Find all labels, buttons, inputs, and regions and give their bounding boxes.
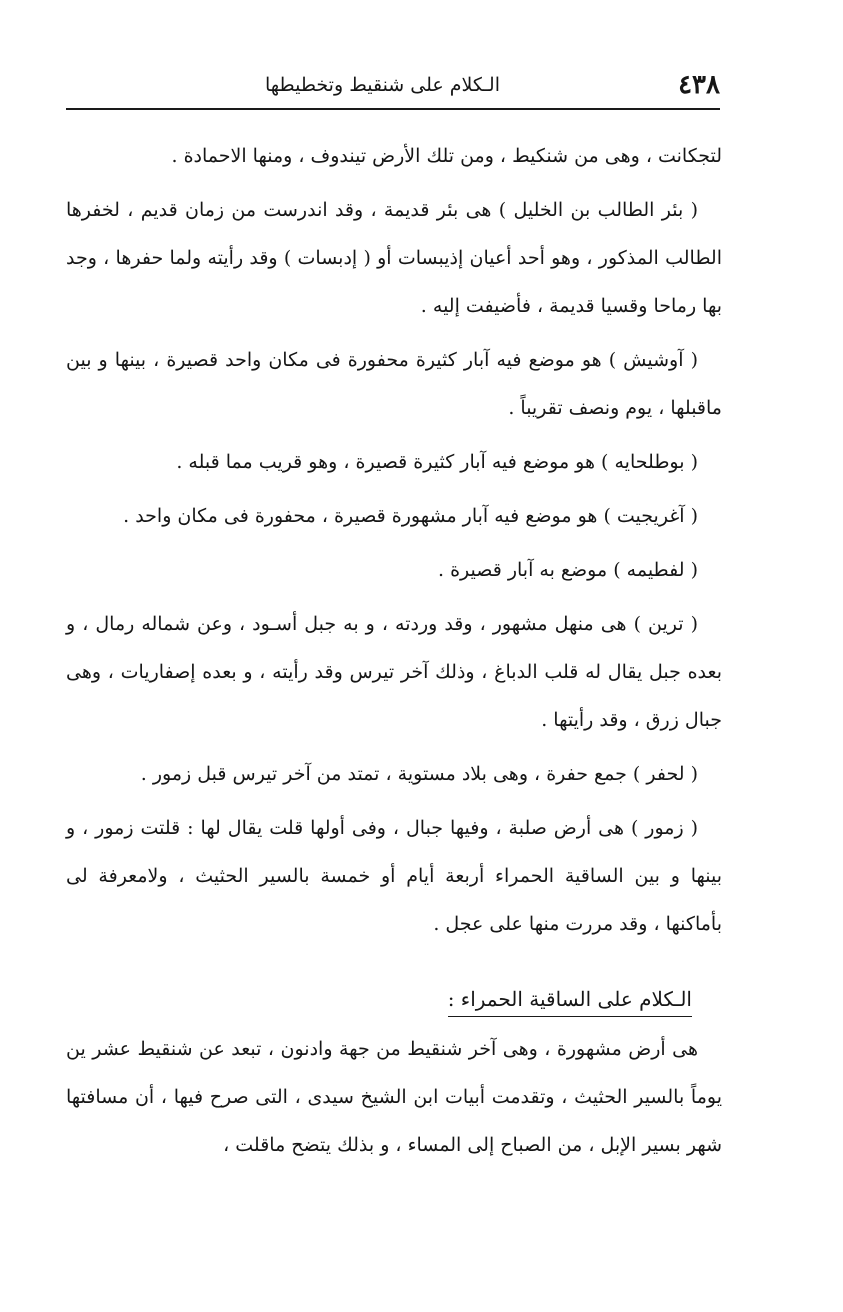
paragraph: ( آغريجيت ) هو موضع فيه آبار مشهورة قصيرة ، محفورة فى مكان واحد . [123, 505, 698, 527]
paragraph: ( آوشيش ) هو موضع فيه آبار كثيرة محفورة فى مكان واحد قصيرة ، بينها و بين ماقبلها ، يوم ونصف تقريباً . [66, 349, 722, 419]
paragraph: ( لفطيمه ) موضع به آبار قصيرة . [437, 559, 698, 581]
section-heading: الـكلام على الساقية الحمراء : [448, 984, 692, 1017]
paragraph: ( لحفر ) جمع حفرة ، وهى بلاد مستوية ، تمتد من آخر تيرس قبل زمور . [140, 763, 698, 785]
section-heading-wrap [66, 954, 722, 1025]
page-number: ٤٣٨ [678, 70, 720, 100]
paragraph: ( زمور ) هى أرض صلبة ، وفيها جبال ، وفى أولها قلت يقال لها : قلتت زمور ، و بينها و بين الساقية الحمراء أربعة أيام أو خمسة بالسير الحثيث ، ولامعرفة لى بأماكنها ، وقد مررت منها على عجل . [66, 817, 722, 935]
paragraph: لتجكانت ، وهى من شنكيط ، ومن تلك الأرض تيندوف ، ومنها الاحمادة . [171, 145, 722, 167]
paragraph: ( بئر الطالب بن الخليل ) هى بئر قديمة ، وقد اندرست من زمان قديم ، لخفرها الطالب المذكور ، وهو أحد أعيان إذيبسات أو ( إدبسات ) وقد رأيته ولما حفرها ، وجد بها رماحا وقسيا قديمة ، فأضيفت إليه . [66, 199, 722, 317]
paragraph: هى أرض مشهورة ، وهى آخر شنقيط من جهة وادنون ، تبعد عن شنقيط عشر ين يوماً بالسير الحثيث ، وتقدمت أبيات ابن الشيخ سيدى ، التى صرح فيها ، أن مسافتها شهر بسير الإبل ، من الصباح إلى المساء ، و بذلك يتضح ماقلت ، [66, 1038, 722, 1156]
body-text [66, 132, 722, 1175]
page-header [66, 70, 720, 108]
header-rule [66, 108, 720, 110]
paragraph: ( ترين ) هى منهل مشهور ، وقد وردته ، و به جبل أسـود ، وعن شماله رمال ، و بعده جبل يقال له قلب الدباغ ، وذلك آخر تيرس وقد رأيته ، و بعده إصفاريات ، وهى جبال زرق ، وقد رأيتها . [66, 613, 722, 731]
paragraph: ( بوطلحايه ) هو موضع فيه آبار كثيرة قصيرة ، وهو قريب مما قبله . [176, 451, 698, 473]
running-title: الـكلام على شنقيط وتخطيطها [264, 74, 500, 96]
